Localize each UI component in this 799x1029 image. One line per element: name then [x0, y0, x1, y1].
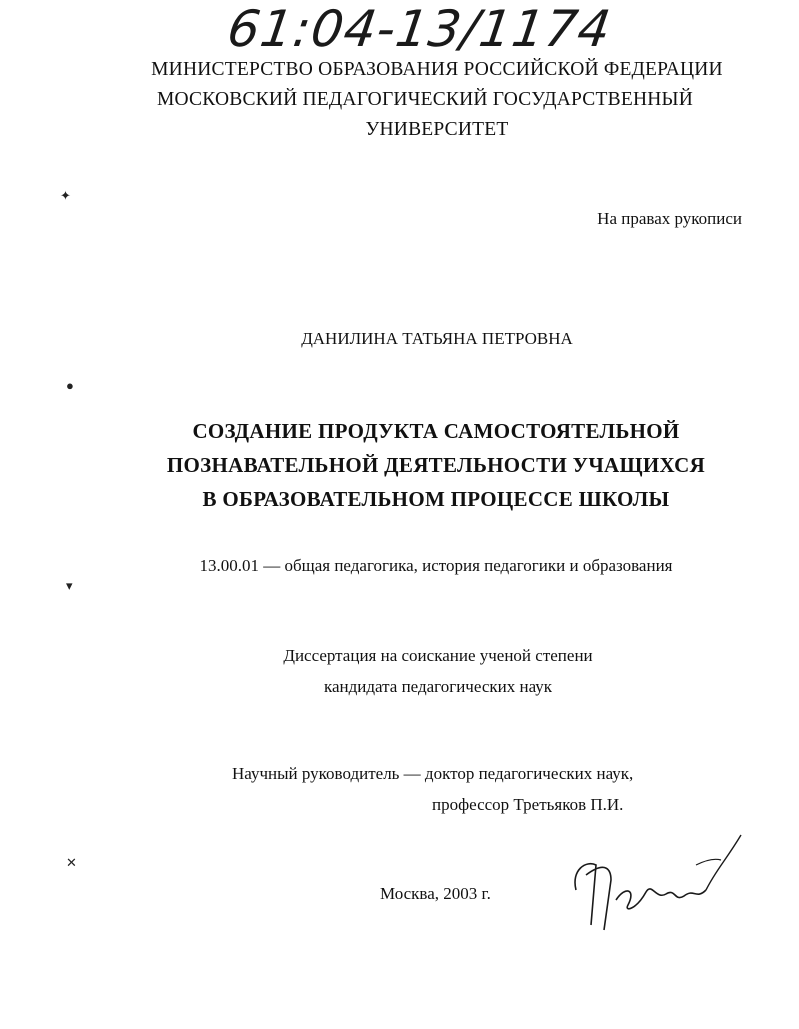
thesis-title-line-1: СОЗДАНИЕ ПРОДУКТА САМОСТОЯТЕЛЬНОЙ — [192, 419, 680, 443]
ministry-line: МИНИСТЕРСТВО ОБРАЗОВАНИЯ РОССИЙСКОЙ ФЕДЕРАЦИИ — [151, 59, 723, 80]
university-line: МОСКОВСКИЙ ПЕДАГОГИЧЕСКИЙ ГОСУДАРСТВЕННЫЙ — [156, 89, 693, 110]
specialty-code: 13.00.01 — общая педагогика, история педагогики и образования — [199, 556, 673, 575]
scan-mark: ✦ — [60, 188, 71, 203]
supervisor-line-2: профессор Третьяков П.И. — [432, 795, 624, 814]
scan-mark: ▾ — [66, 578, 73, 593]
archive-number-handwritten: 61:04-13/1174 — [223, 0, 615, 58]
scan-mark: ✕ — [66, 855, 77, 870]
city-year: Москва, 2003 г. — [380, 884, 491, 903]
degree-line-2: кандидата педагогических наук — [323, 677, 553, 696]
thesis-title-line-3: В ОБРАЗОВАТЕЛЬНОМ ПРОЦЕССЕ ШКОЛЫ — [202, 487, 670, 511]
degree-line-1: Диссертация на соискание ученой степени — [283, 646, 593, 665]
manuscript-note: На правах рукописи — [597, 209, 742, 228]
supervisor-line-1: Научный руководитель — доктор педагогических наук, — [232, 764, 634, 783]
author-name: ДАНИЛИНА ТАТЬЯНА ПЕТРОВНА — [301, 329, 573, 348]
university-line-2: УНИВЕРСИТЕТ — [365, 119, 509, 140]
signature-image — [556, 830, 756, 940]
thesis-title-line-2: ПОЗНАВАТЕЛЬНОЙ ДЕЯТЕЛЬНОСТИ УЧАЩИХСЯ — [166, 453, 706, 477]
scan-mark: ● — [66, 378, 74, 393]
